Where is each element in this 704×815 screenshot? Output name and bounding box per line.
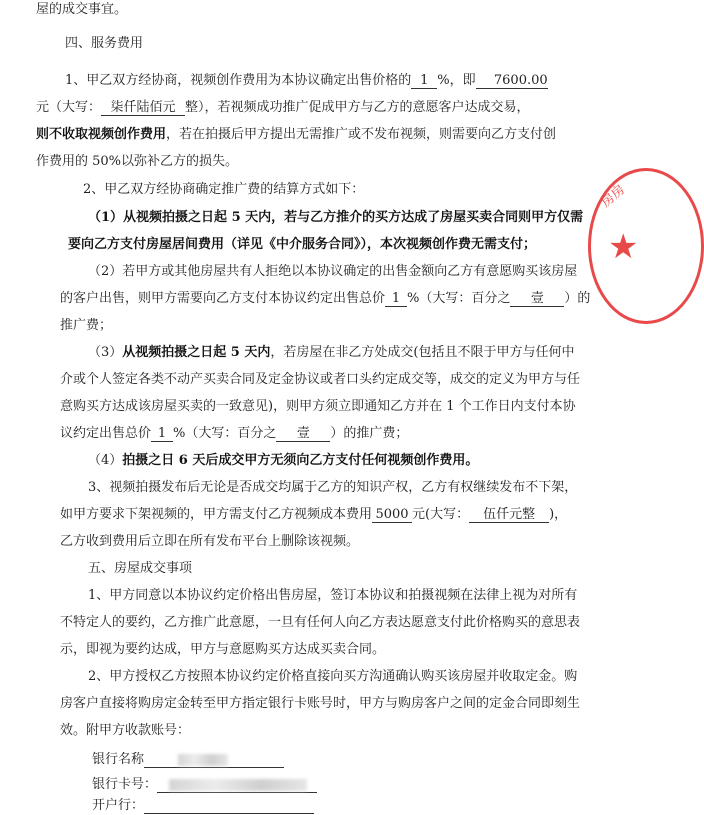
seal-text: 房房	[598, 182, 629, 211]
text-line: 房客户直接将购房定金转至甲方指定银行卡账号时，甲方与购房客户之间的定金合同即刻生	[60, 696, 581, 711]
fill-amount-words: 柒仟陆佰元	[101, 101, 185, 116]
bank-branch-row: 开户行：	[92, 798, 314, 814]
fill-percent-words: 壹	[276, 427, 330, 442]
text-line: （3）从视频拍摄之日起 5 天内，若房屋在非乙方处成交(包括且不限于甲方与任何中	[88, 345, 575, 360]
fill-percent-words: 壹	[510, 292, 564, 307]
text-line: 议约定出售总价 1 %（大写：百分之 壹 ）的推广费；	[60, 426, 409, 441]
clause-bold: 要向乙方支付房屋居间费用（详见《中介服务合同》），本次视频创作费无需支付；	[68, 237, 537, 252]
bank-card-field	[157, 778, 317, 793]
fill-percent: 1	[411, 74, 437, 89]
text-line: 作费用的 50%以弥补乙方的损失。	[36, 154, 239, 169]
fill-percent: 1	[151, 427, 173, 442]
text-line: 不特定人的要约，乙方推广此意愿，一旦有任何人向乙方表达愿意支付此价格购买的意思表	[60, 615, 581, 630]
text-line: 效。附甲方收款账号：	[60, 723, 191, 738]
text-line: 3、视频拍摄发布后无论是否成交均属于乙方的知识产权，乙方有权继续发布不下架，	[88, 480, 578, 495]
text-line: （4）拍摄之日 6 天后成交甲方无须向乙方支付任何视频创作费用。	[88, 453, 479, 468]
text-line: 的客户出售，则甲方需要向乙方支付本协议约定出售总价 1 %（大写：百分之 壹 ）的	[60, 291, 591, 306]
seal-star-icon: ★	[608, 227, 639, 267]
text-line: 推广费；	[60, 318, 113, 333]
fill-percent: 1	[385, 292, 407, 307]
section-heading-transaction: 五、房屋成交事项	[88, 561, 193, 576]
fill-cost-words: 伍仟元整	[469, 508, 549, 523]
text-line: 介或个人签定各类不动产买卖合同及定金协议或者口头约定成交等，成交的定义为甲方与任	[60, 372, 581, 387]
text-line: 2、甲乙双方经协商确定推广费的结算方式如下：	[83, 182, 365, 197]
text-line: 示，即视为要约达成，甲方与意愿购买方达成买卖合同。	[60, 642, 386, 657]
text-line: 2、甲方授权乙方按照本协议约定价格直接向买方沟通确认购买该房屋并收取定金。购	[88, 669, 578, 684]
bank-name-field	[144, 753, 284, 768]
text-line: （2）若甲方或其他房屋共有人拒绝以本协议确定的出售金额向乙方有意愿购买该房屋	[88, 264, 578, 279]
bank-card-row: 银行卡号：	[92, 777, 317, 793]
text-line: 如甲方要求下架视频的，甲方需支付乙方视频成本费用 5000 元(大写： 伍仟元整 )，	[60, 507, 568, 522]
bank-branch-field	[144, 799, 314, 814]
text-line: 1、甲乙双方经协商，视频创作费用为本协议确定出售价格的 1 %，即 7600.00	[65, 73, 548, 88]
redacted-block	[178, 754, 228, 766]
fill-cost: 5000	[372, 508, 412, 523]
text-line: 1、甲方同意以本协议约定价格出售房屋，签订本协议和拍摄视频在法律上视为对所有	[88, 588, 578, 603]
text-line: 屋的成交事宜。	[36, 2, 128, 17]
bank-name-row: 银行名称	[92, 752, 284, 768]
text-line: 意购买方达成该房屋买卖的一致意见)，则甲方须立即通知乙方并在 1 个工作日内支付本协	[60, 399, 576, 414]
redacted-block	[169, 779, 307, 791]
clause-bold: （1）从视频拍摄之日起 5 天内，若与乙方推介的买方达成了房屋买卖合同则甲方仅需	[88, 210, 584, 225]
text-line: 乙方收到费用后立即在所有发布平台上删除该视频。	[60, 534, 360, 549]
text-line: 元（大写： 柒仟陆佰元 整），若视频成功推广促成甲方与乙方的意愿客户达成交易，	[36, 100, 530, 115]
section-heading-service-fees: 四、服务费用	[65, 36, 144, 51]
text-line: 则不收取视频创作费用，若在拍摄后甲方提出无需推广或不发布视频，则需要向乙方支付创	[36, 127, 557, 142]
fill-amount: 7600.00	[476, 74, 548, 89]
